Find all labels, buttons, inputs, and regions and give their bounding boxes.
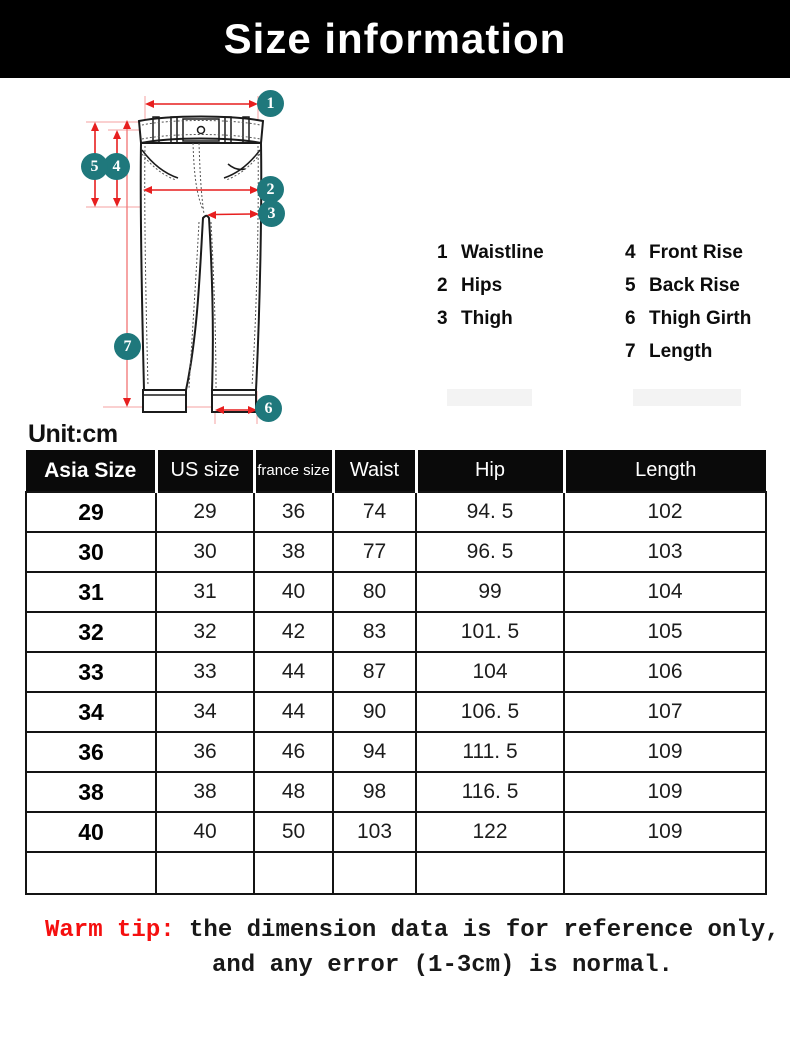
warm-tip-line1 (45, 917, 780, 944)
table-cell: 34 (156, 692, 254, 732)
table-row (26, 772, 766, 812)
table-cell: 104 (416, 652, 564, 692)
table-row (26, 692, 766, 732)
table-cell: 103 (564, 532, 766, 572)
legend-number: 1 (437, 242, 448, 263)
table-cell: 103 (333, 812, 416, 852)
table-cell: 104 (564, 572, 766, 612)
table-cell: 40 (156, 812, 254, 852)
badge-number: 2 (266, 180, 275, 198)
legend-item-hips (437, 275, 502, 297)
legend-number: 3 (437, 308, 448, 329)
size-table-header-row (26, 450, 766, 492)
column-header-asia-size: Asia Size (26, 450, 156, 492)
badge-number: 3 (267, 204, 276, 222)
table-row-empty (26, 852, 766, 894)
measure-badge-1-icon (257, 90, 284, 117)
table-cell: 38 (26, 772, 156, 812)
table-cell: 31 (26, 572, 156, 612)
legend-label: Thigh Girth (649, 308, 752, 329)
measure-badge-7-icon (114, 333, 141, 360)
table-cell: 74 (333, 492, 416, 532)
warm-tip-line2: and any error (1-3cm) is normal. (212, 952, 673, 979)
warm-tip-text: the dimension data is for reference only, (189, 917, 780, 944)
legend-number: 7 (625, 341, 636, 362)
legend-item-front-rise (625, 242, 743, 264)
legend-item-back-rise (625, 275, 740, 297)
table-cell: 44 (254, 652, 333, 692)
table-cell: 111. 5 (416, 732, 564, 772)
table-cell (333, 852, 416, 894)
table-cell (26, 852, 156, 894)
table-cell: 83 (333, 612, 416, 652)
table-cell: 40 (26, 812, 156, 852)
table-cell: 109 (564, 772, 766, 812)
measure-badge-5-icon (81, 153, 108, 180)
table-cell: 31 (156, 572, 254, 612)
table-cell: 96. 5 (416, 532, 564, 572)
table-cell: 94. 5 (416, 492, 564, 532)
table-cell: 36 (26, 732, 156, 772)
table-cell (416, 852, 564, 894)
table-row (26, 652, 766, 692)
table-cell: 38 (156, 772, 254, 812)
table-cell: 105 (564, 612, 766, 652)
watermark-block (633, 389, 741, 406)
legend-label: Hips (461, 275, 503, 296)
legend-number: 2 (437, 275, 448, 296)
table-cell: 32 (26, 612, 156, 652)
table-cell: 34 (26, 692, 156, 732)
table-cell: 33 (156, 652, 254, 692)
page-title: Size information (223, 15, 567, 62)
column-header-us-size: US size (156, 450, 254, 492)
measure-badge-2-icon (257, 176, 284, 203)
table-cell: 87 (333, 652, 416, 692)
legend-label: Length (649, 341, 713, 362)
table-cell: 101. 5 (416, 612, 564, 652)
table-cell (564, 852, 766, 894)
measure-badge-3-icon (258, 200, 285, 227)
legend-label: Back Rise (649, 275, 740, 296)
table-row (26, 812, 766, 852)
table-cell: 94 (333, 732, 416, 772)
legend-item-length (625, 341, 712, 363)
legend-number: 6 (625, 308, 636, 329)
column-header-france-size: france size (254, 450, 333, 492)
table-cell: 106. 5 (416, 692, 564, 732)
table-cell: 107 (564, 692, 766, 732)
table-cell: 99 (416, 572, 564, 612)
table-cell: 32 (156, 612, 254, 652)
badge-number: 7 (123, 337, 132, 355)
legend-number: 4 (625, 242, 636, 263)
table-cell: 46 (254, 732, 333, 772)
table-cell: 36 (254, 492, 333, 532)
table-cell: 38 (254, 532, 333, 572)
pants-line-drawing (70, 88, 300, 438)
table-cell: 29 (156, 492, 254, 532)
table-cell: 48 (254, 772, 333, 812)
legend-item-waistline (437, 242, 544, 264)
badge-number: 6 (264, 399, 273, 417)
legend-label: Front Rise (649, 242, 743, 263)
table-cell: 40 (254, 572, 333, 612)
legend-label: Waistline (461, 242, 544, 263)
size-table (25, 450, 767, 895)
measure-badge-6-icon (255, 395, 282, 422)
warm-tip-label: Warm tip: (45, 917, 175, 944)
table-cell: 102 (564, 492, 766, 532)
table-cell: 29 (26, 492, 156, 532)
table-cell: 33 (26, 652, 156, 692)
legend-item-thigh (437, 308, 513, 330)
column-header-hip: Hip (416, 450, 564, 492)
table-cell: 109 (564, 812, 766, 852)
table-cell: 42 (254, 612, 333, 652)
table-cell (156, 852, 254, 894)
table-cell: 30 (26, 532, 156, 572)
badge-number: 4 (112, 157, 121, 175)
badge-number: 1 (266, 94, 275, 112)
column-header-waist: Waist (333, 450, 416, 492)
table-cell (254, 852, 333, 894)
table-cell: 50 (254, 812, 333, 852)
table-cell: 109 (564, 732, 766, 772)
table-cell: 90 (333, 692, 416, 732)
unit-label: Unit:cm (28, 420, 118, 448)
table-cell: 122 (416, 812, 564, 852)
table-cell: 116. 5 (416, 772, 564, 812)
table-cell: 106 (564, 652, 766, 692)
pants-measurement-diagram (70, 88, 300, 438)
table-cell: 30 (156, 532, 254, 572)
legend-number: 5 (625, 275, 636, 296)
badge-number: 5 (90, 157, 99, 175)
table-row (26, 532, 766, 572)
table-row (26, 572, 766, 612)
table-cell: 44 (254, 692, 333, 732)
watermark-block (447, 389, 532, 406)
table-row (26, 492, 766, 532)
header-bar (0, 0, 790, 78)
table-cell: 77 (333, 532, 416, 572)
table-cell: 80 (333, 572, 416, 612)
table-cell: 98 (333, 772, 416, 812)
column-header-length: Length (564, 450, 766, 492)
table-cell: 36 (156, 732, 254, 772)
table-row (26, 612, 766, 652)
legend-item-thigh-girth (625, 308, 751, 330)
legend-label: Thigh (461, 308, 513, 329)
table-row (26, 732, 766, 772)
